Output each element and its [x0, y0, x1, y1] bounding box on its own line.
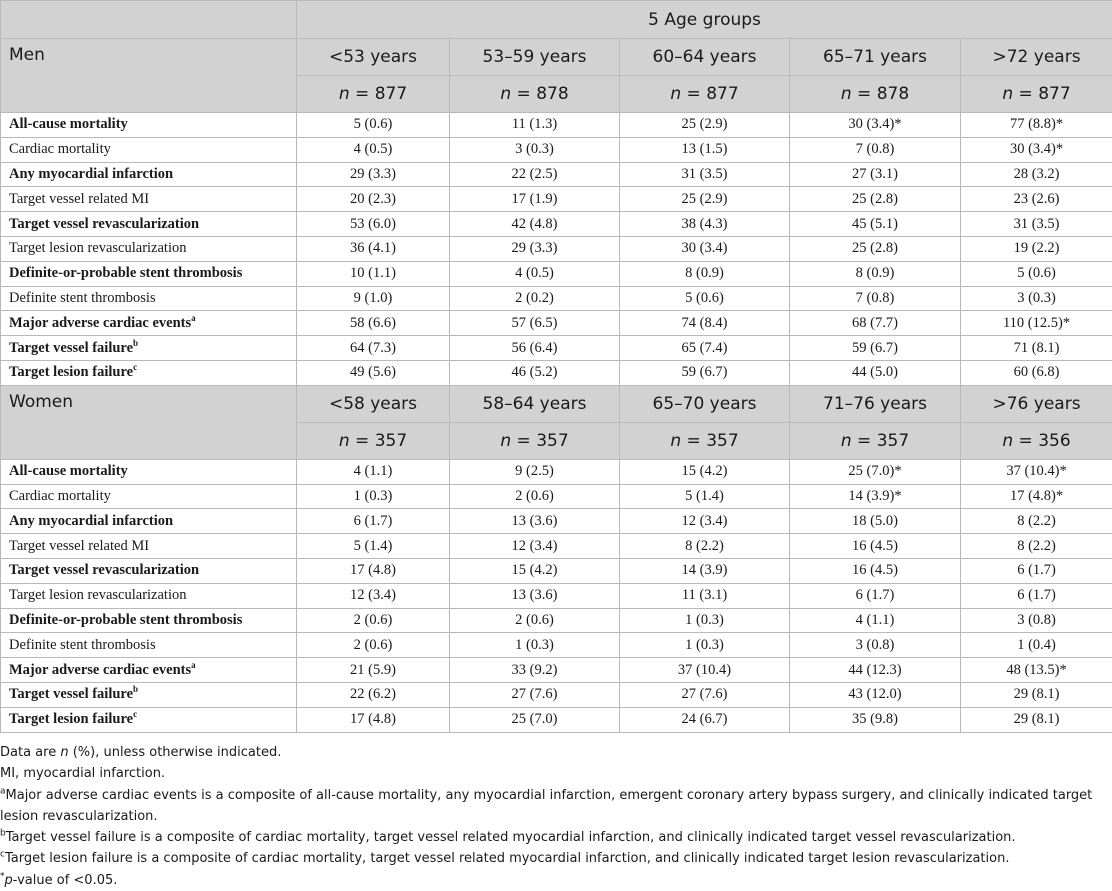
- age-group-header: <53 years: [297, 39, 450, 76]
- table-cell: 25 (2.8): [790, 187, 961, 212]
- row-label: Target vessel failure$^b$: [1, 336, 297, 361]
- table-cell: 5 (1.4): [620, 484, 790, 509]
- table-cell: 25 (7.0)*: [790, 459, 961, 484]
- table-cell: 65 (7.4): [620, 336, 790, 361]
- row-label: Cardiac mortality: [1, 137, 297, 162]
- table-row: [1, 484, 1112, 509]
- table-cell: 13 (1.5): [620, 137, 790, 162]
- table-cell: 5 (0.6): [620, 286, 790, 311]
- age-group-header: 71–76 years: [790, 385, 961, 422]
- table-cell: 12 (3.4): [450, 534, 620, 559]
- table-row: [1, 682, 1112, 707]
- sample-size-cell: n = 357: [620, 422, 790, 459]
- table-cell: 4 (1.1): [790, 608, 961, 633]
- table-cell: 59 (6.7): [620, 360, 790, 385]
- row-label: Cardiac mortality: [1, 484, 297, 509]
- table-cell: 46 (5.2): [450, 360, 620, 385]
- table-cell: 2 (0.6): [297, 633, 450, 658]
- table-cell: 25 (2.9): [620, 113, 790, 138]
- table-cell: 2 (0.6): [297, 608, 450, 633]
- table-row: [1, 459, 1112, 484]
- table-cell: 27 (7.6): [620, 682, 790, 707]
- age-groups-title: 5 Age groups: [297, 1, 1112, 39]
- sample-size-cell: n = 357: [790, 422, 961, 459]
- table-cell: 8 (0.9): [620, 261, 790, 286]
- table-cell: 22 (2.5): [450, 162, 620, 187]
- footnote-marker: c: [133, 709, 137, 719]
- table-cell: 59 (6.7): [790, 336, 961, 361]
- table-cell: 7 (0.8): [790, 137, 961, 162]
- age-group-header: 58–64 years: [450, 385, 620, 422]
- table-row: [1, 261, 1112, 286]
- table-cell: 1 (0.3): [620, 633, 790, 658]
- table-row: [1, 137, 1112, 162]
- table-cell: 29 (8.1): [961, 682, 1112, 707]
- table-cell: 4 (0.5): [450, 261, 620, 286]
- table-row: [1, 658, 1112, 683]
- age-group-header: >76 years: [961, 385, 1112, 422]
- age-group-header-row: [1, 39, 1112, 76]
- table-cell: 1 (0.3): [450, 633, 620, 658]
- table-cell: 74 (8.4): [620, 311, 790, 336]
- table-cell: 21 (5.9): [297, 658, 450, 683]
- sample-size-cell: n = 357: [297, 422, 450, 459]
- sample-size-cell: n = 877: [961, 76, 1112, 113]
- table-cell: 27 (7.6): [450, 682, 620, 707]
- table-cell: 6 (1.7): [790, 583, 961, 608]
- table-cell: 29 (3.3): [297, 162, 450, 187]
- table-cell: 27 (3.1): [790, 162, 961, 187]
- table-cell: 4 (0.5): [297, 137, 450, 162]
- table-cell: 8 (2.2): [620, 534, 790, 559]
- sample-size-value: 878: [536, 84, 568, 104]
- sample-size-value: 357: [536, 431, 568, 451]
- row-label: Target lesion failure$^c$: [1, 707, 297, 732]
- table-cell: 24 (6.7): [620, 707, 790, 732]
- row-label: Target lesion failure$^c$: [1, 360, 297, 385]
- table-cell: 1 (0.4): [961, 633, 1112, 658]
- sample-size-value: 877: [1038, 84, 1070, 104]
- table-cell: 15 (4.2): [450, 558, 620, 583]
- table-cell: 16 (4.5): [790, 558, 961, 583]
- table-cell: 15 (4.2): [620, 459, 790, 484]
- table-cell: 25 (2.8): [790, 236, 961, 261]
- table-cell: 68 (7.7): [790, 311, 961, 336]
- footnote-marker: b: [133, 338, 138, 348]
- table-cell: 48 (13.5)*: [961, 658, 1112, 683]
- age-group-header: >72 years: [961, 39, 1112, 76]
- table-cell: 71 (8.1): [961, 336, 1112, 361]
- footnote-c: $^c$Target lesion failure is a composite of cardiac mortality, target vessel related myocardial infarction, and clinically indicated target lesion revascularization.: [0, 848, 1112, 870]
- table-cell: 13 (3.6): [450, 583, 620, 608]
- footnote-significance: *p-value of <0.05.: [0, 870, 1112, 891]
- table-cell: 33 (9.2): [450, 658, 620, 683]
- table-cell: 8 (2.2): [961, 534, 1112, 559]
- table-cell: 77 (8.8)*: [961, 113, 1112, 138]
- table-cell: 2 (0.2): [450, 286, 620, 311]
- footnote-a: $^a$Major adverse cardiac events is a composite of all-cause mortality, any myocardial infarction, emergent coronary artery bypass surgery, and clinically indicated target lesion revascularization.: [0, 785, 1110, 827]
- table-cell: 3 (0.8): [790, 633, 961, 658]
- table-cell: 3 (0.3): [450, 137, 620, 162]
- table-cell: 11 (1.3): [450, 113, 620, 138]
- sample-size-cell: n = 356: [961, 422, 1112, 459]
- table-cell: 2 (0.6): [450, 484, 620, 509]
- table-cell: 23 (2.6): [961, 187, 1112, 212]
- table-cell: 64 (7.3): [297, 336, 450, 361]
- table-cell: 49 (5.6): [297, 360, 450, 385]
- table-footnotes: [0, 733, 1112, 891]
- footnote-marker: a: [191, 660, 196, 670]
- table-cell: 58 (6.6): [297, 311, 450, 336]
- table-cell: 12 (3.4): [620, 509, 790, 534]
- table-row: [1, 187, 1112, 212]
- table-cell: 17 (4.8): [297, 558, 450, 583]
- table-cell: 42 (4.8): [450, 212, 620, 237]
- table-cell: 53 (6.0): [297, 212, 450, 237]
- row-label: Target vessel failure$^b$: [1, 682, 297, 707]
- sample-size-cell: n = 877: [297, 76, 450, 113]
- table-cell: 9 (2.5): [450, 459, 620, 484]
- table-cell: 60 (6.8): [961, 360, 1112, 385]
- table-cell: 44 (12.3): [790, 658, 961, 683]
- table-cell: 110 (12.5)*: [961, 311, 1112, 336]
- row-label: All-cause mortality: [1, 459, 297, 484]
- table-cell: 5 (0.6): [961, 261, 1112, 286]
- row-label: Major adverse cardiac events$^a$: [1, 311, 297, 336]
- table-cell: 4 (1.1): [297, 459, 450, 484]
- row-label: Target vessel related MI: [1, 534, 297, 559]
- table-cell: 8 (2.2): [961, 509, 1112, 534]
- sample-size-cell: n = 878: [790, 76, 961, 113]
- row-label: Definite stent thrombosis: [1, 286, 297, 311]
- table-cell: 5 (1.4): [297, 534, 450, 559]
- table-cell: 3 (0.8): [961, 608, 1112, 633]
- table-cell: 22 (6.2): [297, 682, 450, 707]
- table-cell: 57 (6.5): [450, 311, 620, 336]
- table-cell: 25 (7.0): [450, 707, 620, 732]
- abbreviation-note: MI, myocardial infarction.: [0, 763, 1112, 785]
- table-cell: 17 (4.8): [297, 707, 450, 732]
- age-group-header: 65–70 years: [620, 385, 790, 422]
- sample-size-value: 877: [375, 84, 407, 104]
- table-cell: 10 (1.1): [297, 261, 450, 286]
- table-cell: 36 (4.1): [297, 236, 450, 261]
- table-row: [1, 509, 1112, 534]
- table-cell: 3 (0.3): [961, 286, 1112, 311]
- table-cell: 30 (3.4)*: [961, 137, 1112, 162]
- age-group-header: 53–59 years: [450, 39, 620, 76]
- table-cell: 37 (10.4)*: [961, 459, 1112, 484]
- table-cell: 18 (5.0): [790, 509, 961, 534]
- table-cell: 38 (4.3): [620, 212, 790, 237]
- table-cell: 9 (1.0): [297, 286, 450, 311]
- table-cell: 11 (3.1): [620, 583, 790, 608]
- row-label: Major adverse cardiac events$^a$: [1, 658, 297, 683]
- table-row: [1, 534, 1112, 559]
- table-cell: 37 (10.4): [620, 658, 790, 683]
- table-cell: 43 (12.0): [790, 682, 961, 707]
- table-cell: 6 (1.7): [961, 583, 1112, 608]
- sample-size-value: 357: [706, 431, 738, 451]
- table-cell: 1 (0.3): [620, 608, 790, 633]
- empty-corner-cell: [1, 1, 297, 39]
- footnote-marker: a: [191, 313, 196, 323]
- table-cell: 13 (3.6): [450, 509, 620, 534]
- table-cell: 28 (3.2): [961, 162, 1112, 187]
- row-label: Target vessel revascularization: [1, 212, 297, 237]
- table-cell: 35 (9.8): [790, 707, 961, 732]
- age-group-header: <58 years: [297, 385, 450, 422]
- age-group-header: 60–64 years: [620, 39, 790, 76]
- table-cell: 6 (1.7): [297, 509, 450, 534]
- section-label: Women: [1, 385, 297, 459]
- table-row: [1, 212, 1112, 237]
- age-group-header: 65–71 years: [790, 39, 961, 76]
- footnote-b: $^b$Target vessel failure is a composite of cardiac mortality, target vessel related myocardial infarction, and clinically indicated target vessel revascularization.: [0, 827, 1112, 849]
- table-cell: 8 (0.9): [790, 261, 961, 286]
- row-label: Definite-or-probable stent thrombosis: [1, 261, 297, 286]
- row-label: Target lesion revascularization: [1, 236, 297, 261]
- sample-size-value: 356: [1038, 431, 1070, 451]
- table-row: [1, 633, 1112, 658]
- table-cell: 31 (3.5): [961, 212, 1112, 237]
- section-label: Men: [1, 39, 297, 113]
- sample-size-value: 357: [375, 431, 407, 451]
- row-label: Definite-or-probable stent thrombosis: [1, 608, 297, 633]
- table-row: [1, 311, 1112, 336]
- table-cell: 2 (0.6): [450, 608, 620, 633]
- table-cell: 29 (8.1): [961, 707, 1112, 732]
- table-row: [1, 707, 1112, 732]
- table-cell: 7 (0.8): [790, 286, 961, 311]
- table-cell: 14 (3.9)*: [790, 484, 961, 509]
- table-cell: 14 (3.9): [620, 558, 790, 583]
- table-row: [1, 360, 1112, 385]
- footnote-marker: c: [133, 363, 137, 373]
- table-cell: 20 (2.3): [297, 187, 450, 212]
- table-cell: 6 (1.7): [961, 558, 1112, 583]
- footnote-marker: b: [133, 685, 138, 695]
- table-cell: 5 (0.6): [297, 113, 450, 138]
- table-cell: 12 (3.4): [297, 583, 450, 608]
- table-row: [1, 558, 1112, 583]
- row-label: All-cause mortality: [1, 113, 297, 138]
- table-row: [1, 162, 1112, 187]
- table-cell: 29 (3.3): [450, 236, 620, 261]
- table-cell: 19 (2.2): [961, 236, 1112, 261]
- table-row: [1, 336, 1112, 361]
- table-cell: 17 (1.9): [450, 187, 620, 212]
- sample-size-value: 877: [706, 84, 738, 104]
- row-label: Target lesion revascularization: [1, 583, 297, 608]
- table-cell: 30 (3.4): [620, 236, 790, 261]
- table-row: [1, 236, 1112, 261]
- sample-size-cell: n = 878: [450, 76, 620, 113]
- row-label: Target vessel related MI: [1, 187, 297, 212]
- sample-size-value: 878: [877, 84, 909, 104]
- table-cell: 16 (4.5): [790, 534, 961, 559]
- age-group-header-row: [1, 385, 1112, 422]
- table-cell: 17 (4.8)*: [961, 484, 1112, 509]
- table-row: [1, 608, 1112, 633]
- row-label: Any myocardial infarction: [1, 509, 297, 534]
- sample-size-cell: n = 877: [620, 76, 790, 113]
- row-label: Any myocardial infarction: [1, 162, 297, 187]
- table-cell: 25 (2.9): [620, 187, 790, 212]
- row-label: Definite stent thrombosis: [1, 633, 297, 658]
- table-title-row: [1, 1, 1112, 39]
- table-cell: 45 (5.1): [790, 212, 961, 237]
- table-row: [1, 286, 1112, 311]
- table-row: [1, 113, 1112, 138]
- table-cell: 30 (3.4)*: [790, 113, 961, 138]
- table-cell: 44 (5.0): [790, 360, 961, 385]
- row-label: Target vessel revascularization: [1, 558, 297, 583]
- table-cell: 1 (0.3): [297, 484, 450, 509]
- table-cell: 31 (3.5): [620, 162, 790, 187]
- table-row: [1, 583, 1112, 608]
- table-cell: 56 (6.4): [450, 336, 620, 361]
- sample-size-value: 357: [877, 431, 909, 451]
- sample-size-cell: n = 357: [450, 422, 620, 459]
- data-note: Data are n (%), unless otherwise indicated.: [0, 742, 1112, 764]
